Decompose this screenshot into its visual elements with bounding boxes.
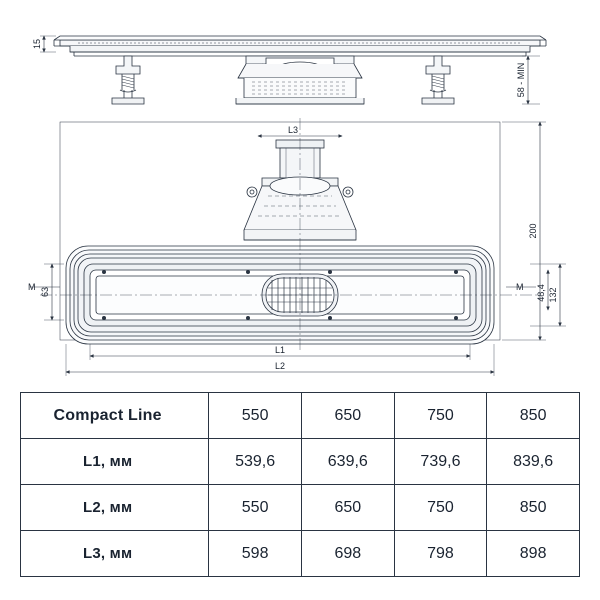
dim-label-200: 200 — [528, 223, 538, 239]
dim-label-15: 15 — [32, 38, 42, 50]
table-cell: 650 — [301, 485, 394, 531]
table-cell: 698 — [301, 531, 394, 577]
specification-table — [20, 392, 580, 577]
table-row — [21, 531, 580, 577]
table-cell: 798 — [394, 531, 487, 577]
dim-label-L2: L2 — [275, 361, 286, 371]
dim-label-L1: L1 — [275, 345, 286, 355]
table-cell: 650 — [301, 393, 394, 439]
plan-view — [30, 118, 566, 376]
table-cell: 598 — [209, 531, 302, 577]
table-cell: 550 — [209, 393, 302, 439]
dim-label-63: 63 — [40, 286, 50, 298]
dim-label-L3: L3 — [288, 125, 299, 135]
table-row — [21, 393, 580, 439]
table-cell: 539,6 — [209, 439, 302, 485]
row-label: Compact Line — [21, 393, 209, 439]
dim-label-132: 132 — [548, 287, 558, 303]
table-cell: 750 — [394, 485, 487, 531]
marker-label-left: M — [28, 282, 36, 292]
table-cell: 850 — [487, 485, 580, 531]
table-cell: 898 — [487, 531, 580, 577]
dim-label-48-4: 48,4 — [536, 284, 546, 302]
row-label: L1, мм — [21, 439, 209, 485]
table-cell: 839,6 — [487, 439, 580, 485]
row-label: L3, мм — [21, 531, 209, 577]
row-label: L2, мм — [21, 485, 209, 531]
table-cell: 550 — [209, 485, 302, 531]
dim-label-58-min: 58 - MIN — [516, 62, 526, 98]
table-cell: 739,6 — [394, 439, 487, 485]
section-view — [40, 36, 546, 104]
table-cell: 639,6 — [301, 439, 394, 485]
table-row — [21, 439, 580, 485]
marker-label-right: M — [516, 282, 524, 292]
table-row — [21, 485, 580, 531]
table-cell: 750 — [394, 393, 487, 439]
table-cell: 850 — [487, 393, 580, 439]
